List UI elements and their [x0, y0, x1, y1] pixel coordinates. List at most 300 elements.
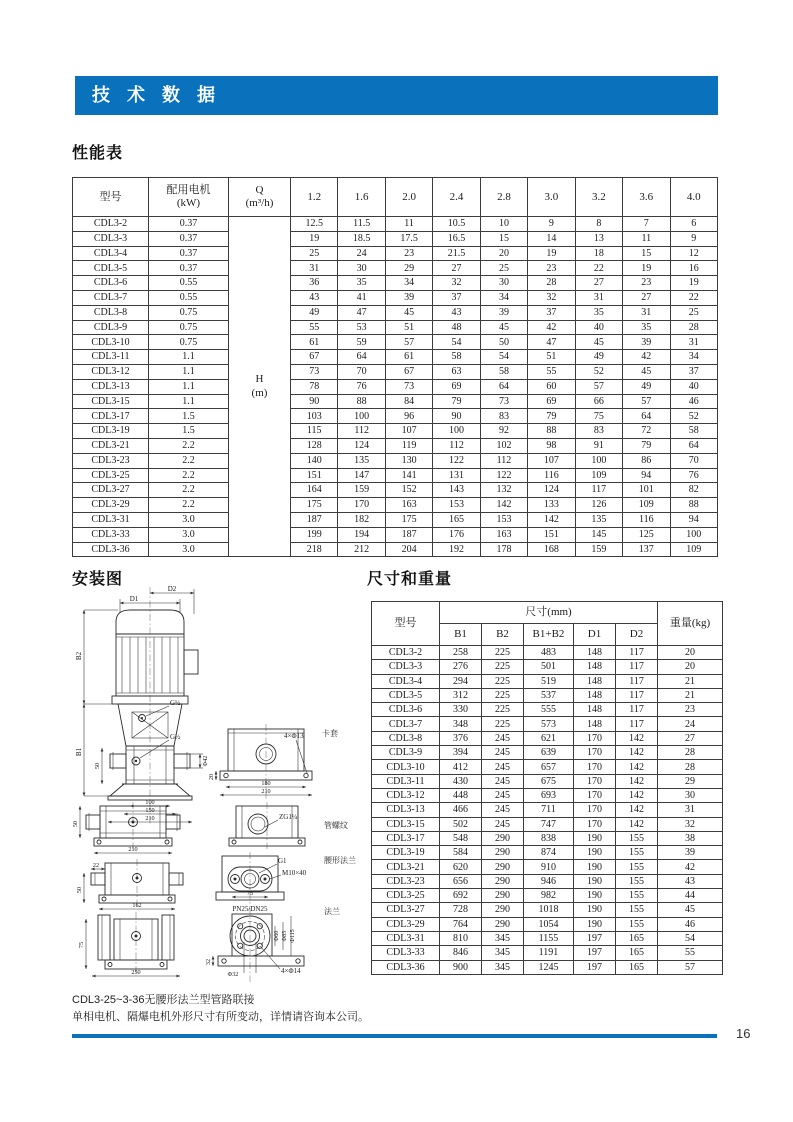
model-cell: CDL3-2: [73, 217, 149, 232]
head-value-cell: 7: [623, 217, 670, 232]
table-row: [73, 453, 718, 468]
size-cell: 148: [574, 646, 616, 660]
model-cell: CDL3-17: [73, 409, 149, 424]
dim-label-20: 20: [208, 773, 215, 781]
head-value-cell: 22: [575, 261, 622, 276]
size-cell: 982: [524, 889, 574, 903]
model-cell: CDL3-15: [73, 394, 149, 409]
size-cell: 142: [616, 817, 658, 831]
weight-cell: 43: [658, 874, 723, 888]
size-cell: 502: [440, 817, 482, 831]
head-value-cell: 13: [575, 231, 622, 246]
dimensions-header-row-1: [372, 602, 723, 624]
size-cell: 245: [482, 731, 524, 745]
head-value-cell: 39: [480, 305, 527, 320]
motor-kw-cell: 0.37: [149, 246, 229, 261]
flange-view-base: [218, 956, 304, 966]
weight-cell: 39: [658, 846, 723, 860]
motor-kw-cell: 1.1: [149, 364, 229, 379]
size-cell: 290: [482, 917, 524, 931]
model-cell: CDL3-2: [372, 646, 440, 660]
dim-label-phi85: Φ85: [281, 930, 288, 942]
col-motor-line1: 配用电机: [166, 183, 211, 196]
table-row: [372, 746, 723, 760]
table-row: [73, 335, 718, 350]
table-row: [73, 276, 718, 291]
footer-note-1: CDL3-25~3-36无腰形法兰型管路联接: [72, 994, 255, 1006]
motor-kw-cell: 2.2: [149, 453, 229, 468]
dim-label-162: 162: [132, 902, 142, 909]
model-cell: CDL3-33: [372, 946, 440, 960]
model-cell: CDL3-36: [372, 960, 440, 974]
head-value-cell: 37: [433, 290, 480, 305]
dim-label-phi42: Φ42: [202, 755, 209, 767]
size-cell: 874: [524, 846, 574, 860]
size-cell: 197: [574, 946, 616, 960]
weight-cell: 24: [658, 717, 723, 731]
head-value-cell: 57: [575, 379, 622, 394]
col-flow: [229, 178, 291, 217]
table-row: [73, 246, 718, 261]
table-row: [372, 889, 723, 903]
head-value-cell: 132: [480, 483, 527, 498]
head-value-cell: 35: [623, 320, 670, 335]
head-value-cell: 176: [433, 527, 480, 542]
head-value-cell: 43: [433, 305, 480, 320]
head-value-cell: 35: [575, 305, 622, 320]
table-row: [372, 817, 723, 831]
size-cell: 290: [482, 846, 524, 860]
dim-label-50-v3: 50: [76, 886, 83, 894]
head-value-cell: 168: [528, 542, 575, 557]
size-cell: 348: [440, 717, 482, 731]
col-d2: D2: [616, 624, 658, 646]
head-value-cell: 55: [291, 320, 338, 335]
size-cell: 258: [440, 646, 482, 660]
dim-label-210-main: 210: [145, 815, 155, 822]
size-cell: 245: [482, 746, 524, 760]
size-cell: 810: [440, 931, 482, 945]
dim-label-b2: B2: [75, 651, 83, 661]
size-cell: 290: [482, 831, 524, 845]
head-value-cell: 69: [528, 394, 575, 409]
motor-kw-cell: 2.2: [149, 483, 229, 498]
head-value-cell: 79: [528, 409, 575, 424]
weight-cell: 20: [658, 646, 723, 660]
head-value-cell: 140: [291, 453, 338, 468]
head-value-cell: 11: [385, 217, 432, 232]
head-value-cell: 192: [433, 542, 480, 557]
head-value-cell: 36: [291, 276, 338, 291]
model-cell: CDL3-23: [372, 874, 440, 888]
size-cell: 117: [616, 646, 658, 660]
weight-cell: 28: [658, 746, 723, 760]
head-value-cell: 31: [623, 305, 670, 320]
head-value-cell: 31: [291, 261, 338, 276]
size-cell: 290: [482, 860, 524, 874]
head-value-cell: 15: [480, 231, 527, 246]
motor-kw-cell: 0.75: [149, 320, 229, 335]
head-value-cell: 9: [670, 231, 718, 246]
head-value-cell: 47: [338, 305, 385, 320]
head-value-cell: 122: [480, 468, 527, 483]
model-cell: CDL3-4: [73, 246, 149, 261]
size-cell: 657: [524, 760, 574, 774]
head-value-cell: 67: [291, 350, 338, 365]
size-cell: 693: [524, 788, 574, 802]
size-cell: 245: [482, 774, 524, 788]
size-cell: 345: [482, 931, 524, 945]
model-cell: CDL3-31: [372, 931, 440, 945]
head-value-cell: 159: [575, 542, 622, 557]
size-cell: 225: [482, 703, 524, 717]
table-row: [372, 917, 723, 931]
size-cell: 1191: [524, 946, 574, 960]
size-cell: 155: [616, 860, 658, 874]
model-cell: CDL3-31: [73, 512, 149, 527]
model-cell: CDL3-21: [372, 860, 440, 874]
size-cell: 170: [574, 731, 616, 745]
motor-kw-cell: 2.2: [149, 468, 229, 483]
head-value-cell: 142: [528, 512, 575, 527]
table-row: [372, 703, 723, 717]
model-cell: CDL3-12: [73, 364, 149, 379]
size-cell: 225: [482, 674, 524, 688]
head-value-cell: 34: [480, 290, 527, 305]
thread-label-g-half-top: G½: [170, 699, 181, 707]
col-q-unit: (m³/h): [245, 197, 274, 209]
head-value-cell: 83: [480, 409, 527, 424]
dim-label-210-plan: 210: [261, 788, 271, 795]
table-row: [372, 903, 723, 917]
table-row: [73, 483, 718, 498]
head-value-cell: 31: [670, 335, 718, 350]
motor-kw-cell: 1.1: [149, 350, 229, 365]
head-value-cell: 40: [575, 320, 622, 335]
head-value-cell: 49: [575, 350, 622, 365]
head-value-cell: 34: [385, 276, 432, 291]
size-cell: 190: [574, 860, 616, 874]
table-row: [73, 261, 718, 276]
model-cell: CDL3-9: [73, 320, 149, 335]
head-value-cell: 45: [623, 364, 670, 379]
model-cell: CDL3-29: [73, 498, 149, 513]
head-value-cell: 27: [623, 290, 670, 305]
size-cell: 483: [524, 646, 574, 660]
flow-value-header: 1.2: [291, 178, 338, 217]
head-value-cell: 8: [575, 217, 622, 232]
size-cell: 290: [482, 874, 524, 888]
head-value-cell: 163: [480, 527, 527, 542]
motor-kw-cell: 0.37: [149, 261, 229, 276]
table-row: [372, 931, 723, 945]
head-value-cell: 100: [433, 424, 480, 439]
model-cell: CDL3-13: [372, 803, 440, 817]
model-cell: CDL3-5: [73, 261, 149, 276]
model-cell: CDL3-6: [73, 276, 149, 291]
model-cell: CDL3-10: [372, 760, 440, 774]
table-row: [73, 438, 718, 453]
model-cell: CDL3-5: [372, 688, 440, 702]
motor-kw-cell: 3.0: [149, 542, 229, 557]
dim-label-4xphi14: 4×Φ14: [281, 967, 301, 975]
head-value-cell: 79: [433, 394, 480, 409]
model-cell: CDL3-23: [73, 453, 149, 468]
size-cell: 345: [482, 960, 524, 974]
head-value-cell: 23: [528, 261, 575, 276]
size-cell: 1054: [524, 917, 574, 931]
model-cell: CDL3-27: [372, 903, 440, 917]
head-value-cell: 16.5: [433, 231, 480, 246]
head-value-cell: 133: [528, 498, 575, 513]
head-value-cell: 90: [433, 409, 480, 424]
model-cell: CDL3-7: [372, 717, 440, 731]
col-model: 型号: [372, 602, 440, 646]
size-cell: 555: [524, 703, 574, 717]
weight-cell: 31: [658, 803, 723, 817]
head-value-cell: 40: [670, 379, 718, 394]
dim-label-210-v2: 210: [128, 846, 138, 853]
thread-label-g-half-bottom: G½: [170, 733, 181, 741]
clamp-label: 卡套: [322, 729, 338, 738]
head-value-cell: 49: [623, 379, 670, 394]
head-value-cell: 42: [528, 320, 575, 335]
head-value-cell: 18: [575, 246, 622, 261]
head-value-cell: 175: [291, 498, 338, 513]
weight-cell: 29: [658, 774, 723, 788]
head-value-cell: 86: [623, 453, 670, 468]
head-value-cell: 29: [385, 261, 432, 276]
motor-kw-cell: 0.55: [149, 290, 229, 305]
model-cell: CDL3-3: [372, 660, 440, 674]
size-cell: 290: [482, 889, 524, 903]
table-row: [73, 379, 718, 394]
model-cell: CDL3-13: [73, 379, 149, 394]
size-cell: 412: [440, 760, 482, 774]
size-cell: 900: [440, 960, 482, 974]
weight-cell: 54: [658, 931, 723, 945]
head-value-cell: 130: [385, 453, 432, 468]
head-value-cell: 178: [480, 542, 527, 557]
head-value-cell: 116: [623, 512, 670, 527]
head-value-cell: 98: [528, 438, 575, 453]
motor-kw-cell: 3.0: [149, 512, 229, 527]
head-value-cell: 53: [338, 320, 385, 335]
model-cell: CDL3-19: [73, 424, 149, 439]
size-cell: 148: [574, 674, 616, 688]
size-cell: 675: [524, 774, 574, 788]
head-value-cell: 78: [291, 379, 338, 394]
head-value-cell: 164: [291, 483, 338, 498]
head-value-cell: 19: [528, 246, 575, 261]
head-value-cell: 25: [291, 246, 338, 261]
size-cell: 142: [616, 788, 658, 802]
head-value-cell: 94: [670, 512, 718, 527]
head-value-cell: 64: [338, 350, 385, 365]
head-value-cell: 72: [623, 424, 670, 439]
table-row: [372, 860, 723, 874]
head-value-cell: 101: [623, 483, 670, 498]
motor-kw-cell: 0.55: [149, 276, 229, 291]
head-value-cell: 64: [623, 409, 670, 424]
head-value-cell: 100: [670, 527, 718, 542]
weight-cell: 21: [658, 674, 723, 688]
size-cell: 148: [574, 688, 616, 702]
head-value-cell: 88: [670, 498, 718, 513]
head-value-cell: 218: [291, 542, 338, 557]
col-b2: B2: [482, 624, 524, 646]
head-value-cell: 79: [623, 438, 670, 453]
dimensions-table: [371, 601, 723, 975]
head-value-cell: 107: [528, 453, 575, 468]
size-cell: 148: [574, 717, 616, 731]
table-row: [73, 217, 718, 232]
size-cell: 711: [524, 803, 574, 817]
size-cell: 117: [616, 717, 658, 731]
flow-value-header: 3.0: [528, 178, 575, 217]
head-value-cell: 76: [670, 468, 718, 483]
dim-label-250: 250: [131, 969, 141, 976]
flange-label: 法兰: [324, 907, 340, 916]
head-value-cell: 61: [291, 335, 338, 350]
table-row: [73, 394, 718, 409]
size-cell: 155: [616, 917, 658, 931]
weight-cell: 28: [658, 760, 723, 774]
flow-value-header: 2.0: [385, 178, 432, 217]
flow-value-header: 4.0: [670, 178, 718, 217]
table-row: [372, 646, 723, 660]
table-row: [73, 290, 718, 305]
performance-table-body: [73, 217, 718, 557]
size-cell: 245: [482, 803, 524, 817]
weight-cell: 27: [658, 731, 723, 745]
model-cell: CDL3-3: [73, 231, 149, 246]
head-value-cell: 15: [623, 246, 670, 261]
head-value-cell: 145: [575, 527, 622, 542]
motor-kw-cell: 1.1: [149, 379, 229, 394]
head-value-cell: 32: [528, 290, 575, 305]
head-value-cell: 58: [480, 364, 527, 379]
head-value-cell: 82: [670, 483, 718, 498]
banner-title: 技 术 数 据: [92, 85, 222, 105]
head-value-cell: 6: [670, 217, 718, 232]
dim-label-75-v4: 75: [78, 941, 85, 949]
head-value-cell: 67: [385, 364, 432, 379]
table-row: [372, 846, 723, 860]
model-cell: CDL3-7: [73, 290, 149, 305]
suction-port: [110, 754, 126, 768]
motor-kw-cell: 0.75: [149, 305, 229, 320]
model-cell: CDL3-10: [73, 335, 149, 350]
size-cell: 117: [616, 703, 658, 717]
motor-kw-cell: 3.0: [149, 527, 229, 542]
head-value-cell: 12: [670, 246, 718, 261]
motor-kw-cell: 1.5: [149, 424, 229, 439]
size-cell: 155: [616, 889, 658, 903]
head-value-cell: 21.5: [433, 246, 480, 261]
size-cell: 519: [524, 674, 574, 688]
table-row: [73, 512, 718, 527]
weight-cell: 20: [658, 660, 723, 674]
dim-label-b1: B1: [75, 747, 83, 757]
thread-label-g1: G1: [278, 857, 287, 865]
head-value-cell: 37: [528, 305, 575, 320]
model-cell: CDL3-33: [73, 527, 149, 542]
dim-label-d1: D1: [129, 595, 139, 603]
head-value-cell: 54: [433, 335, 480, 350]
weight-cell: 23: [658, 703, 723, 717]
head-value-cell: 212: [338, 542, 385, 557]
model-cell: CDL3-29: [372, 917, 440, 931]
table-row: [372, 688, 723, 702]
head-value-cell: 45: [385, 305, 432, 320]
model-cell: CDL3-25: [372, 889, 440, 903]
head-value-cell: 28: [670, 320, 718, 335]
head-value-cell: 28: [528, 276, 575, 291]
size-cell: 165: [616, 931, 658, 945]
head-value-cell: 64: [480, 379, 527, 394]
head-value-cell: 88: [528, 424, 575, 439]
size-cell: 117: [616, 674, 658, 688]
head-value-cell: 57: [623, 394, 670, 409]
size-cell: 170: [574, 803, 616, 817]
head-value-cell: 10: [480, 217, 527, 232]
head-value-cell: 152: [385, 483, 432, 498]
size-cell: 170: [574, 746, 616, 760]
head-value-cell: 92: [480, 424, 527, 439]
head-value-cell: 96: [385, 409, 432, 424]
size-cell: 190: [574, 903, 616, 917]
size-cell: 656: [440, 874, 482, 888]
weight-cell: 57: [658, 960, 723, 974]
table-row: [73, 424, 718, 439]
head-value-cell: 151: [291, 468, 338, 483]
head-value-cell: 16: [670, 261, 718, 276]
size-cell: 448: [440, 788, 482, 802]
col-b1: B1: [440, 624, 482, 646]
size-cell: 190: [574, 831, 616, 845]
weight-cell: 21: [658, 688, 723, 702]
table-row: [372, 760, 723, 774]
dim-label-phi115: Φ115: [289, 929, 296, 943]
head-value-cell: 124: [338, 438, 385, 453]
head-value-cell: 60: [528, 379, 575, 394]
size-cell: 117: [616, 688, 658, 702]
head-value-cell: 11.5: [338, 217, 385, 232]
dim-label-phi32: Φ32: [227, 971, 239, 978]
size-cell: 190: [574, 889, 616, 903]
size-cell: 190: [574, 917, 616, 931]
size-cell: 245: [482, 788, 524, 802]
table-row: [73, 468, 718, 483]
head-value-cell: 20: [480, 246, 527, 261]
size-cell: 142: [616, 731, 658, 745]
head-value-cell: 151: [528, 527, 575, 542]
head-value-cell: 35: [338, 276, 385, 291]
model-cell: CDL3-4: [372, 674, 440, 688]
motor-kw-cell: 0.37: [149, 231, 229, 246]
dim-label-phi60: Φ60: [273, 930, 280, 942]
head-value-cell: 107: [385, 424, 432, 439]
head-value-cell: 51: [528, 350, 575, 365]
head-value-cell: 45: [575, 335, 622, 350]
installation-diagram: [72, 584, 374, 988]
head-value-cell: 100: [338, 409, 385, 424]
size-cell: 190: [574, 846, 616, 860]
size-cell: 548: [440, 831, 482, 845]
head-value-cell: 142: [480, 498, 527, 513]
size-cell: 170: [574, 760, 616, 774]
